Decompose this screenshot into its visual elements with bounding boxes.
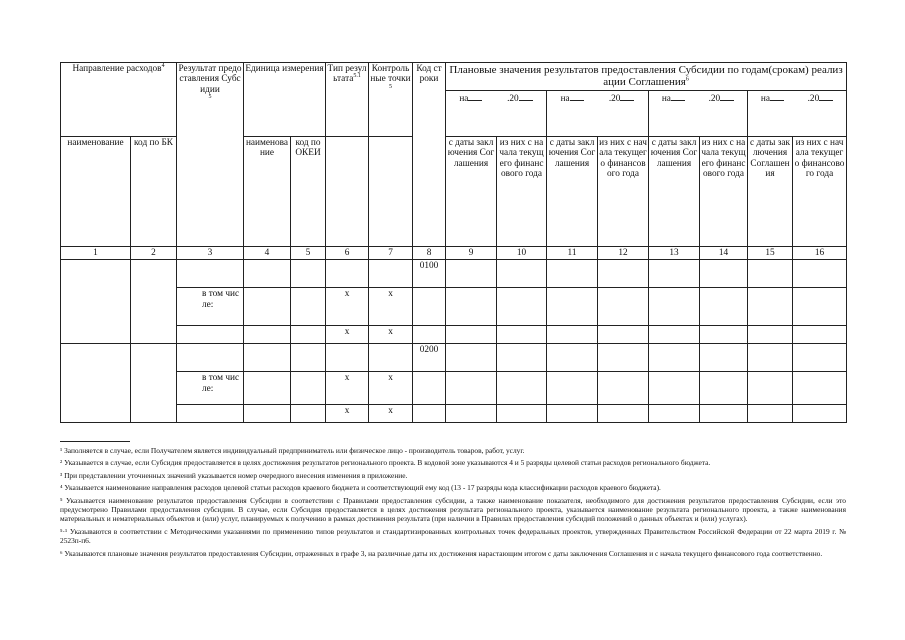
value-cell[interactable] (649, 288, 700, 326)
subheader-name: наименование (61, 137, 131, 247)
value-cell[interactable] (700, 405, 748, 423)
value-cell[interactable] (497, 344, 547, 372)
subheader-from-year: из них с начала текущего финансового года (598, 137, 649, 247)
control-cell[interactable] (369, 260, 413, 288)
unit-name-cell[interactable] (244, 405, 291, 423)
result-cell[interactable] (177, 405, 244, 423)
result-cell[interactable] (177, 260, 244, 288)
row-code-cell[interactable] (413, 405, 446, 423)
column-number: 1 (61, 247, 131, 260)
bk-code-cell[interactable] (131, 260, 177, 344)
value-cell[interactable] (598, 344, 649, 372)
value-cell[interactable] (700, 372, 748, 405)
period-header-1: на .20 (446, 91, 547, 137)
unit-name-cell[interactable] (244, 260, 291, 288)
value-cell[interactable] (497, 326, 547, 344)
column-number: 8 (413, 247, 446, 260)
unit-name-cell[interactable] (244, 344, 291, 372)
subheader-from-year: из них с начала текущего финансового года (497, 137, 547, 247)
period-header-3: на .20 (649, 91, 748, 137)
value-cell[interactable] (497, 405, 547, 423)
column-number: 3 (177, 247, 244, 260)
value-cell[interactable] (547, 344, 598, 372)
row-code-cell[interactable] (413, 326, 446, 344)
type-mark: x (326, 326, 369, 344)
okei-cell[interactable] (291, 326, 326, 344)
column-number: 2 (131, 247, 177, 260)
footnote: ⁶ Указываются плановые значения результатов предоставления Субсидии, отраженных в графе 3, на различные даты их достижения нарастающим итогом с даты заключения Соглашения и с начала текущего финансового года соответственно. (60, 548, 823, 558)
type-cell[interactable] (326, 344, 369, 372)
value-cell[interactable] (649, 260, 700, 288)
value-cell[interactable] (547, 372, 598, 405)
value-cell[interactable] (446, 260, 497, 288)
subheader-empty-type (326, 137, 369, 247)
result-cell[interactable] (177, 344, 244, 372)
unit-name-cell[interactable] (244, 326, 291, 344)
value-cell[interactable] (446, 372, 497, 405)
value-cell[interactable] (793, 344, 847, 372)
row-code-cell[interactable] (413, 288, 446, 326)
type-mark: x (326, 288, 369, 326)
period-header-2: на .20 (547, 91, 649, 137)
okei-cell[interactable] (291, 260, 326, 288)
header-planned-values: Плановые значения результатов предоставления Субсидии по годам(срокам) реализации Соглашения$^6$ (446, 63, 847, 91)
column-number: 10 (497, 247, 547, 260)
table-row (61, 326, 847, 344)
header-result: Результат предоставления Субсидии $^5$ (177, 63, 244, 247)
okei-cell[interactable] (291, 405, 326, 423)
value-cell[interactable] (598, 372, 649, 405)
header-direction: Направление расходов$^4$ (61, 63, 177, 137)
subheader-from-agreement: с даты заключения Соглашения (649, 137, 700, 247)
column-number: 6 (326, 247, 369, 260)
table-row (61, 405, 847, 423)
column-number: 11 (547, 247, 598, 260)
value-cell[interactable] (793, 372, 847, 405)
footnote: ⁴ Указывается наименование направления расходов целевой статьи расходов краевого бюджета и соответствующий ему код (13 - 17 разряды кода классификации расходов краевого бюджета). (60, 483, 661, 493)
value-cell[interactable] (598, 326, 649, 344)
subheader-okei-code: код по ОКЕИ (291, 137, 326, 247)
footnote: ⁵ Указывается наименование результатов предоставления Субсидии в соответствии с Правилами предоставления субсидии, а также наименование показателя, необходимого для достижения результатов предоставления Субсидии, если это предусмотрено Правилами предоставления субсидии. В случае, если Субсидия предоставляется в целях достижения результата регионального проекта, указывается наименование результата регионального проекта, а также наименования материальных и нематериальных объектов и (или) услуг, планируемых к получению в рамках достижения результата (при наличии в Правилах предоставления субсидий положений о данных объектах и (или) услугах). (60, 495, 846, 524)
table-row (61, 344, 847, 372)
subheader-from-year: из них с начала текущего финансового года (700, 137, 748, 247)
footnote: ³ При представлении уточненных значений указывается номер очередного внесения изменения в приложение. (60, 470, 408, 480)
value-cell[interactable] (700, 288, 748, 326)
type-mark: x (326, 372, 369, 405)
bk-code-cell[interactable] (131, 344, 177, 423)
value-cell[interactable] (497, 372, 547, 405)
value-cell[interactable] (547, 288, 598, 326)
including-label: в том числе: (177, 372, 244, 405)
okei-cell[interactable] (291, 372, 326, 405)
subheader-from-agreement: с даты заключения Соглашения (748, 137, 793, 247)
value-cell[interactable] (649, 405, 700, 423)
value-cell[interactable] (547, 326, 598, 344)
okei-cell[interactable] (291, 344, 326, 372)
type-cell[interactable] (326, 260, 369, 288)
footnote: ¹ Заполняется в случае, если Получателем является индивидуальный предприниматель или физическое лицо - производитель товаров, работ, услуг. (60, 446, 525, 455)
value-cell[interactable] (748, 405, 793, 423)
value-cell[interactable] (547, 260, 598, 288)
header-unit: Единица измерения (244, 63, 326, 137)
value-cell[interactable] (748, 260, 793, 288)
value-cell[interactable] (649, 372, 700, 405)
footnote-separator (60, 441, 130, 442)
unit-name-cell[interactable] (244, 372, 291, 405)
value-cell[interactable] (748, 326, 793, 344)
row-code-cell[interactable] (413, 372, 446, 405)
value-cell[interactable] (497, 288, 547, 326)
footnote: ² Указывается в случае, если Субсидия предоставляется в целях достижения результатов регионального проекта. В кодовой зоне указываются 4 и 5 разряды целевой статьи расходов регионального бюджета. (60, 458, 711, 468)
unit-name-cell[interactable] (244, 288, 291, 326)
including-label: в том числе: (177, 288, 244, 326)
table-row (61, 260, 847, 288)
value-cell[interactable] (793, 405, 847, 423)
subheader-from-year: из них с начала текущего финансового года (793, 137, 847, 247)
footnote: ⁵·¹ Указываются в соответствии с Методическими указаниями по применению типов результатов и стандартизированных контрольных точек федеральных проектов, утвержденных Правительством Российской Федерации от 22 марта 2019 г. № 2523п-п6. (60, 526, 846, 546)
column-number: 9 (446, 247, 497, 260)
control-mark: x (369, 326, 413, 344)
value-cell[interactable] (700, 326, 748, 344)
type-mark: x (326, 405, 369, 423)
period-header-4: на .20 (748, 91, 847, 137)
subheader-from-agreement: с даты заключения Соглашения (446, 137, 497, 247)
value-cell[interactable] (547, 405, 598, 423)
control-mark: x (369, 372, 413, 405)
value-cell[interactable] (446, 405, 497, 423)
value-cell[interactable] (446, 288, 497, 326)
row-code: 0100 (413, 260, 446, 288)
header-type: Тип результата$^{5.1}$ (326, 63, 369, 137)
okei-cell[interactable] (291, 288, 326, 326)
value-cell[interactable] (649, 344, 700, 372)
control-mark: x (369, 288, 413, 326)
column-number: 4 (244, 247, 291, 260)
value-cell[interactable] (700, 344, 748, 372)
value-cell[interactable] (793, 288, 847, 326)
value-cell[interactable] (598, 260, 649, 288)
value-cell[interactable] (446, 326, 497, 344)
value-cell[interactable] (497, 260, 547, 288)
column-number: 16 (793, 247, 847, 260)
value-cell[interactable] (700, 260, 748, 288)
subheader-empty-control (369, 137, 413, 247)
header-control-points: Контрольные точки$^5$ (369, 63, 413, 137)
value-cell[interactable] (793, 326, 847, 344)
table-row (61, 288, 847, 326)
row-code: 0200 (413, 344, 446, 372)
column-number: 5 (291, 247, 326, 260)
value-cell[interactable] (748, 372, 793, 405)
direction-name-cell[interactable] (61, 260, 131, 344)
column-number: 13 (649, 247, 700, 260)
direction-name-cell[interactable] (61, 344, 131, 423)
column-number: 12 (598, 247, 649, 260)
value-cell[interactable] (598, 288, 649, 326)
value-cell[interactable] (446, 344, 497, 372)
column-number: 7 (369, 247, 413, 260)
value-cell[interactable] (598, 405, 649, 423)
subheader-unit-name: наименование (244, 137, 291, 247)
subsidy-results-form (60, 62, 846, 423)
table-row (61, 372, 847, 405)
value-cell[interactable] (649, 326, 700, 344)
column-number: 14 (700, 247, 748, 260)
result-cell[interactable] (177, 326, 244, 344)
value-cell[interactable] (793, 260, 847, 288)
header-row-code: Код строки (413, 63, 446, 247)
value-cell[interactable] (748, 344, 793, 372)
control-cell[interactable] (369, 344, 413, 372)
subheader-bk-code: код по БК (131, 137, 177, 247)
results-table (60, 62, 847, 423)
footnotes (60, 446, 846, 561)
control-mark: x (369, 405, 413, 423)
value-cell[interactable] (748, 288, 793, 326)
column-number-row (61, 247, 847, 260)
subheader-from-agreement: с даты заключения Соглашения (547, 137, 598, 247)
column-number: 15 (748, 247, 793, 260)
